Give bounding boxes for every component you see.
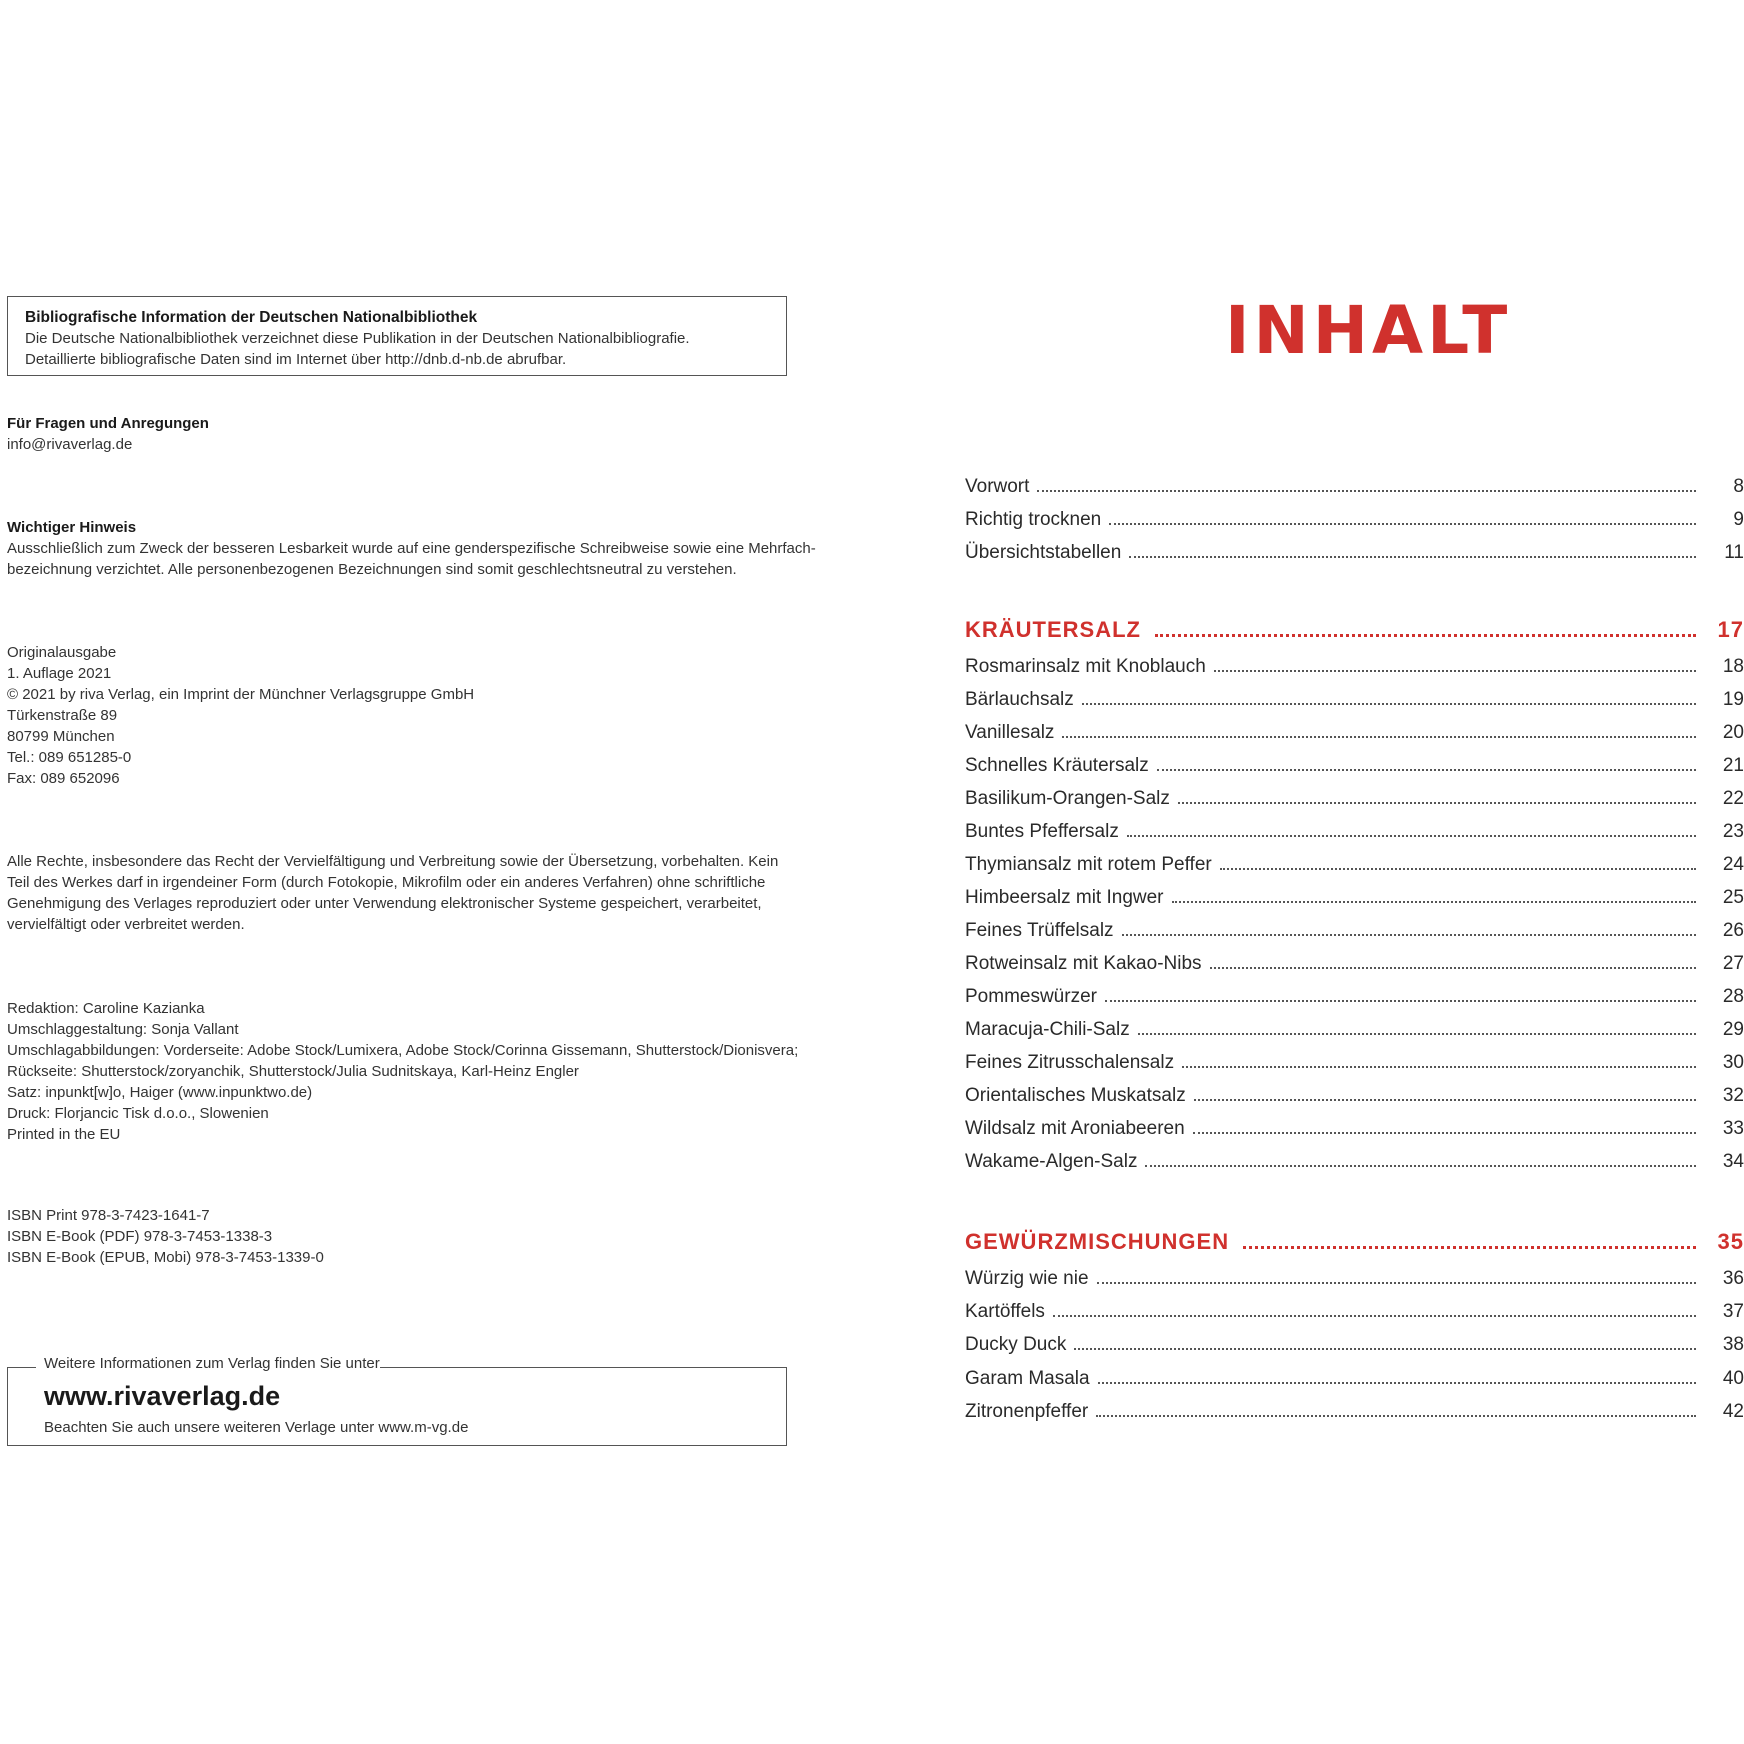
toc-page-number: 40 <box>1722 1368 1744 1389</box>
toc-label: Feines Trüffelsalz <box>965 920 1114 941</box>
rights-block <box>7 851 778 935</box>
toc-label: Orientalisches Muskatsalz <box>965 1085 1186 1106</box>
toc-entry[interactable] <box>965 689 1744 711</box>
toc-section[interactable] <box>965 1229 1744 1255</box>
notice-heading: Wichtiger Hinweis <box>7 519 137 536</box>
toc-entry[interactable] <box>965 476 1744 498</box>
toc-page-number: 21 <box>1722 755 1744 776</box>
edition-line: Fax: 089 652096 <box>7 770 120 787</box>
toc-entry[interactable] <box>965 1052 1744 1074</box>
toc-title: INHALT <box>1225 292 1512 369</box>
toc-entry[interactable] <box>965 1368 1744 1390</box>
edition-line: © 2021 by riva Verlag, ein Imprint der Münchner Verlagsgruppe GmbH <box>7 686 475 703</box>
rights-line: Teil des Werkes darf in irgendeiner Form (durch Fotokopie, Mikrofilm oder ein anderes Verfahren) ohne schriftliche <box>7 874 766 891</box>
toc-page-number: 37 <box>1722 1301 1744 1322</box>
credits-line: Satz: inpunkt[w]o, Haiger (www.inpunktwo.de) <box>7 1084 313 1101</box>
toc-label: Wildsalz mit Aroniabeeren <box>965 1118 1185 1139</box>
toc-label: KRÄUTERSALZ <box>965 617 1141 642</box>
toc-entry[interactable] <box>965 1019 1744 1041</box>
toc-page-number: 23 <box>1722 821 1744 842</box>
toc-entry[interactable] <box>965 755 1744 777</box>
toc-label: Kartöffels <box>965 1301 1045 1322</box>
toc-page-number: 42 <box>1722 1401 1744 1422</box>
toc-page-number: 22 <box>1722 788 1744 809</box>
toc-leader <box>1105 1000 1696 1002</box>
rights-line: vervielfältigt oder verbreitet werden. <box>7 916 245 933</box>
edition-block <box>7 642 474 789</box>
toc-leader <box>1122 934 1696 936</box>
toc-label: GEWÜRZMISCHUNGEN <box>965 1229 1230 1254</box>
toc-label: Feines Zitrusschalensalz <box>965 1052 1175 1073</box>
toc-entry[interactable] <box>965 920 1744 942</box>
toc-entry[interactable] <box>965 1085 1744 1107</box>
toc-leader <box>1096 1415 1696 1417</box>
toc-leader <box>1210 967 1696 969</box>
toc-page-number: 25 <box>1722 887 1744 908</box>
edition-line: 80799 München <box>7 728 115 745</box>
toc-leader <box>1109 523 1696 525</box>
toc-entry[interactable] <box>965 887 1744 909</box>
toc-page-number: 28 <box>1722 986 1744 1007</box>
publisher-box <box>7 1355 787 1446</box>
toc-label: Rotweinsalz mit Kakao-Nibs <box>965 953 1202 974</box>
toc-entry[interactable] <box>965 1118 1744 1140</box>
toc-label: Würzig wie nie <box>965 1268 1089 1289</box>
toc-label: Maracuja-Chili-Salz <box>965 1019 1130 1040</box>
credits-line: Rückseite: Shutterstock/zoryanchik, Shutterstock/Julia Sudnitskaya, Karl-Heinz Engler <box>7 1063 579 1080</box>
toc-label: Himbeersalz mit Ingwer <box>965 887 1164 908</box>
edition-line: Türkenstraße 89 <box>7 707 118 724</box>
notice-block <box>7 517 816 580</box>
toc-label: Basilikum-Orangen-Salz <box>965 788 1170 809</box>
toc-entry[interactable] <box>965 1401 1744 1423</box>
toc-leader <box>1214 670 1696 672</box>
notice-line-1: Ausschließlich zum Zweck der besseren Lesbarkeit wurde auf eine genderspezifische Schreibweise sowie eine Mehrfach- <box>7 540 816 557</box>
toc-entry[interactable] <box>965 1334 1744 1356</box>
toc-page-number: 8 <box>1733 476 1744 497</box>
toc-entry[interactable] <box>965 986 1744 1008</box>
toc-leader <box>1097 1282 1696 1284</box>
toc-leader <box>1129 556 1696 558</box>
credits-block <box>7 998 798 1145</box>
isbn-line: ISBN E-Book (PDF) 978-3-7453-1338-3 <box>7 1228 273 1245</box>
toc-leader <box>1172 901 1697 903</box>
toc-label: Vorwort <box>965 476 1030 497</box>
biblio-heading: Bibliografische Information der Deutschen Nationalbibliothek <box>25 309 478 326</box>
edition-line: Tel.: 089 651285-0 <box>7 749 132 766</box>
toc-leader <box>1182 1066 1696 1068</box>
toc-entry[interactable] <box>965 953 1744 975</box>
toc-page-number: 35 <box>1717 1229 1744 1254</box>
toc-page-number: 11 <box>1724 542 1744 563</box>
credits-line: Umschlagabbildungen: Vorderseite: Adobe Stock/Lumixera, Adobe Stock/Corinna Gissemann, Shutterstock/Dionisvera; <box>7 1042 799 1059</box>
toc-leader <box>1053 1315 1696 1317</box>
biblio-line-2: Detaillierte bibliografische Daten sind im Internet über http://dnb.d-nb.de abrufbar. <box>25 351 567 368</box>
toc-leader <box>1220 868 1696 870</box>
questions-block <box>7 413 209 455</box>
toc-page-number: 34 <box>1722 1151 1744 1172</box>
biblio-line-1: Die Deutsche Nationalbibliothek verzeichnet diese Publikation in der Deutschen Nationalbibliografie. <box>25 330 690 347</box>
toc-leader <box>1145 1165 1696 1167</box>
rights-line: Alle Rechte, insbesondere das Recht der Vervielfältigung und Verbreitung sowie der Übersetzung, vorbehalten. Kein <box>7 853 779 870</box>
publisher-note: Beachten Sie auch unsere weiteren Verlage unter www.m-vg.de <box>44 1419 469 1436</box>
toc-entry[interactable] <box>965 656 1744 678</box>
toc-label: Zitronenpfeffer <box>965 1401 1089 1422</box>
toc-leader <box>1178 802 1696 804</box>
toc-page-number: 17 <box>1717 617 1744 642</box>
toc-label: Übersichtstabellen <box>965 542 1122 563</box>
toc-entry[interactable] <box>965 722 1744 744</box>
toc-label: Buntes Pfeffersalz <box>965 821 1119 842</box>
edition-line: Originalausgabe <box>7 644 117 661</box>
questions-heading: Für Fragen und Anregungen <box>7 415 209 432</box>
toc-entry[interactable] <box>965 509 1744 531</box>
toc-page-number: 9 <box>1733 509 1744 530</box>
toc-leader <box>1098 1382 1696 1384</box>
isbn-line: ISBN E-Book (EPUB, Mobi) 978-3-7453-1339-0 <box>7 1249 324 1266</box>
toc-leader <box>1082 703 1696 705</box>
toc-page-number: 19 <box>1722 689 1744 710</box>
toc-entry[interactable] <box>965 1151 1744 1173</box>
toc-label: Thymiansalz mit rotem Peffer <box>965 854 1212 875</box>
isbn-block <box>7 1205 324 1268</box>
toc-leader <box>1243 1246 1696 1249</box>
credits-line: Umschlaggestaltung: Sonja Vallant <box>7 1021 239 1038</box>
toc-leader <box>1193 1132 1696 1134</box>
credits-line: Redaktion: Caroline Kazianka <box>7 1000 205 1017</box>
notice-line-2: bezeichnung verzichtet. Alle personenbezogenen Bezeichnungen sind somit geschlechtsneutral zu verstehen. <box>7 561 737 578</box>
toc-leader <box>1194 1099 1696 1101</box>
toc-page-number: 32 <box>1722 1085 1744 1106</box>
toc-page-number: 30 <box>1722 1052 1744 1073</box>
toc-page-number: 26 <box>1722 920 1744 941</box>
toc-leader <box>1074 1348 1696 1350</box>
toc-leader <box>1138 1033 1696 1035</box>
publisher-legend: Weitere Informationen zum Verlag finden Sie unter <box>44 1355 380 1372</box>
toc-label: Ducky Duck <box>965 1334 1067 1355</box>
toc-entry[interactable] <box>965 854 1744 876</box>
toc-leader <box>1157 769 1696 771</box>
credits-line: Druck: Florjancic Tisk d.o.o., Slowenien <box>7 1105 269 1122</box>
toc-page-number: 29 <box>1722 1019 1744 1040</box>
toc-label: Garam Masala <box>965 1368 1090 1389</box>
isbn-line: ISBN Print 978-3-7423-1641-7 <box>7 1207 210 1224</box>
toc-leader <box>1062 736 1696 738</box>
toc-page-number: 36 <box>1722 1268 1744 1289</box>
toc-entry[interactable] <box>965 1301 1744 1323</box>
credits-line: Printed in the EU <box>7 1126 121 1143</box>
toc-label: Rosmarinsalz mit Knoblauch <box>965 656 1206 677</box>
toc-page-number: 33 <box>1722 1118 1744 1139</box>
contact-email: info@rivaverlag.de <box>7 436 133 453</box>
toc-label: Schnelles Kräutersalz <box>965 755 1149 776</box>
toc-leader <box>1127 835 1696 837</box>
toc-label: Richtig trocknen <box>965 509 1102 530</box>
toc-page-number: 38 <box>1722 1334 1744 1355</box>
toc-entry[interactable] <box>965 542 1744 564</box>
toc-label: Vanillesalz <box>965 722 1055 743</box>
toc-page-number: 18 <box>1722 656 1744 677</box>
toc-leader <box>1037 490 1696 492</box>
toc-label: Wakame-Algen-Salz <box>965 1151 1138 1172</box>
toc-leader <box>1155 634 1696 637</box>
biblio-info-box <box>7 296 787 376</box>
toc-entry[interactable] <box>965 821 1744 843</box>
rights-line: Genehmigung des Verlages reproduziert oder unter Verwendung elektronischer Systeme gespeichert, verarbeitet, <box>7 895 762 912</box>
toc-label: Bärlauchsalz <box>965 689 1074 710</box>
toc-entry[interactable] <box>965 788 1744 810</box>
edition-line: 1. Auflage 2021 <box>7 665 112 682</box>
toc-section[interactable] <box>965 617 1744 643</box>
publisher-url[interactable]: www.rivaverlag.de <box>44 1381 281 1411</box>
toc-page-number: 27 <box>1722 953 1744 974</box>
toc-page-number: 20 <box>1722 722 1744 743</box>
toc-page-number: 24 <box>1722 854 1744 875</box>
toc-entry[interactable] <box>965 1268 1744 1290</box>
toc-label: Pommeswürzer <box>965 986 1097 1007</box>
